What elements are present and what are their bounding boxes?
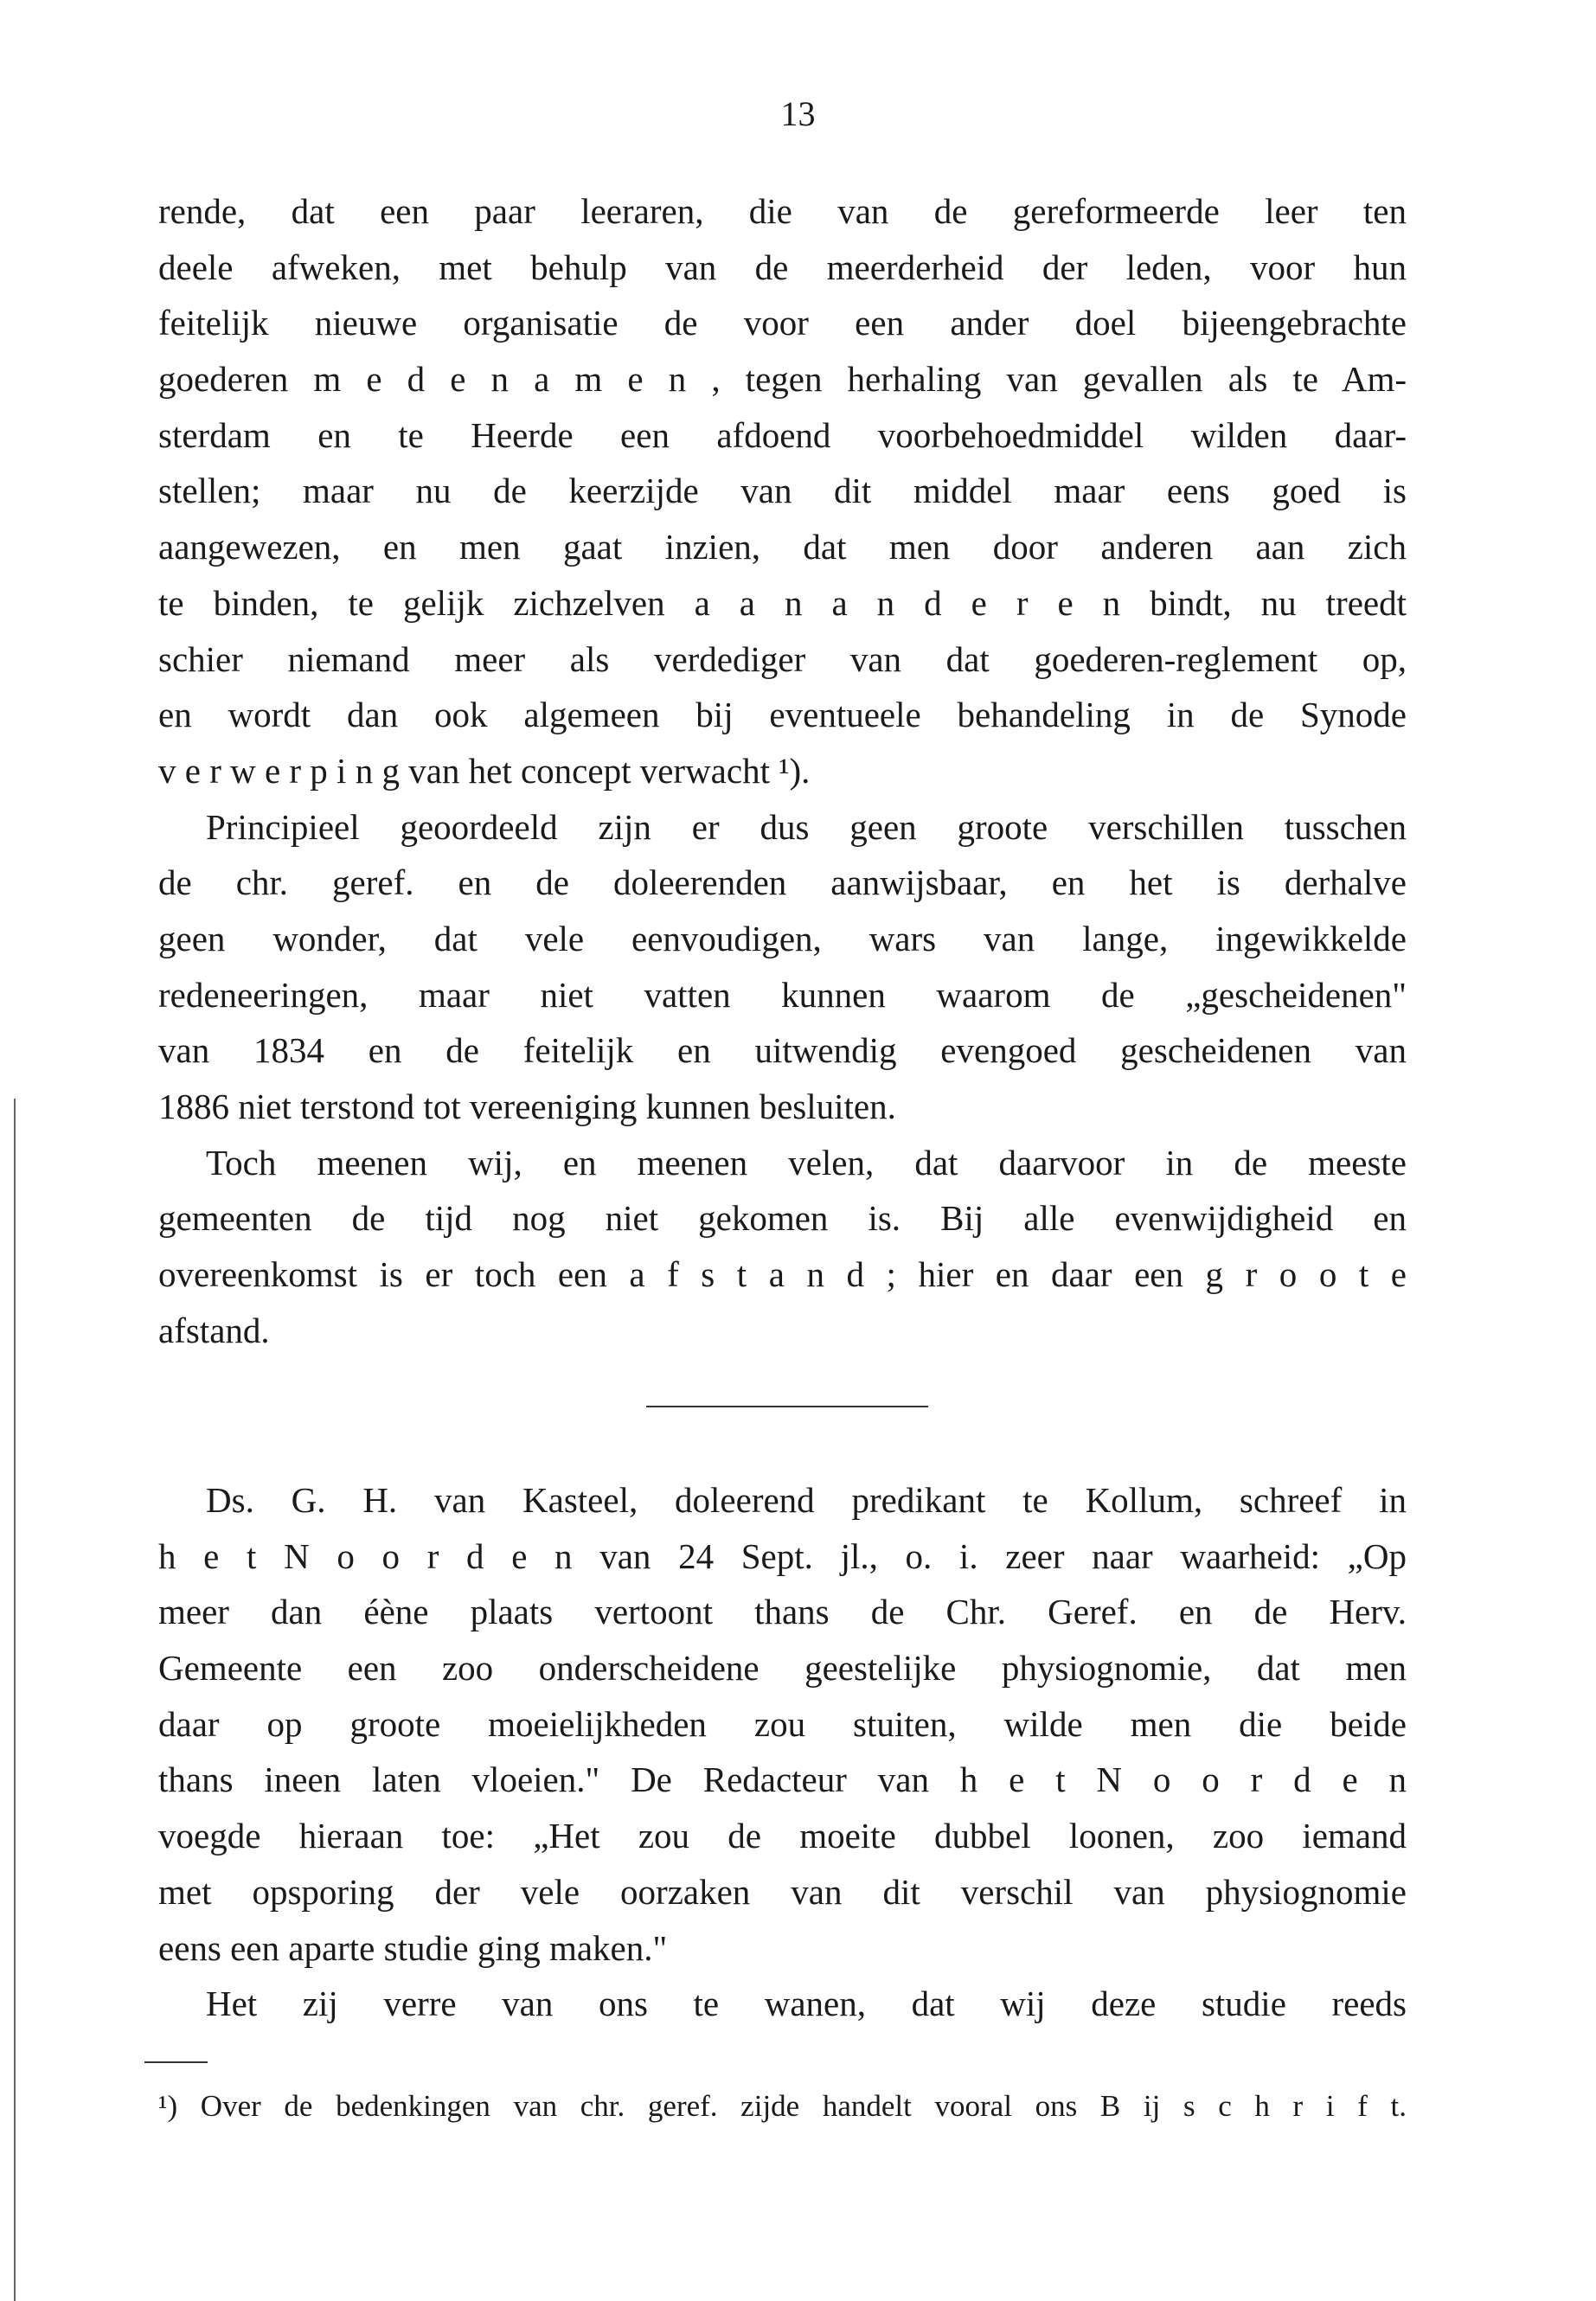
footnote-rule [144,2061,208,2063]
text-line: Toch meenen wij, en meenen velen, dat daarvoor in de meeste [206,1142,1407,1183]
text-line: v e r w e r p i n g van het concept verwacht ¹). [158,750,811,791]
body-text-section-2 [158,1472,1407,2032]
text-line: feitelijk nieuwe organisatie de voor een ander doel bijeengebrachte [158,303,1407,343]
text-line: schier niemand meer als verdediger van dat goederen-reglement op, [158,638,1407,679]
text-line: daar op groote moeielijkheden zou stuiten, wilde men die beide [158,1703,1407,1744]
text-line: goederen m e d e n a m e n , tegen herhaling van gevallen als te Am- [158,359,1407,400]
text-line: thans ineen laten vloeien." De Redacteur van h e t N o o r d e n [158,1759,1407,1800]
scan-artifact-line [14,1099,16,2301]
text-line: h e t N o o r d e n van 24 Sept. jl., o. i. zeer naar waarheid: „Op [158,1535,1407,1576]
text-line: meer dan éène plaats vertoont thans de Chr. Geref. en de Herv. [158,1592,1407,1632]
text-line: deele afweken, met behulp van de meerderheid der leden, voor hun [158,247,1407,287]
text-line: gemeenten de tijd nog niet gekomen is. Bij alle evenwijdigheid en [158,1198,1407,1239]
text-line: eens een aparte studie ging maken." [158,1927,668,1968]
text-line: overeenkomst is er toch een a f s t a n d ; hier en daar een g r o o t e [158,1254,1407,1295]
text-line: geen wonder, dat vele eenvoudigen, wars van lange, ingewikkelde [158,918,1407,958]
text-line: rende, dat een paar leeraren, die van de gereformeerde leer ten [158,191,1407,231]
text-line: aangewezen, en men gaat inzien, dat men door anderen aan zich [158,527,1407,567]
text-line: met opsporing der vele oorzaken van dit verschil van physiognomie [158,1871,1407,1912]
text-line: sterdam en te Heerde een afdoend voorbehoedmiddel wilden daar- [158,414,1407,455]
text-line: voegde hieraan toe: „Het zou de moeite dubbel loonen, zoo iemand [158,1816,1407,1856]
text-line: te binden, te gelijk zichzelven a a n a n d e r e n bindt, nu treedt [158,582,1407,623]
body-text-section-1 [158,183,1407,1358]
footnote: ¹) Over de bedenkingen van chr. geref. zijde handelt vooral ons B ij s c h r i f t. [158,2089,1407,2123]
text-line: afstand. [158,1310,270,1350]
text-line: Het zij verre van ons te wanen, dat wij deze studie reeds [206,1984,1407,2024]
section-divider [646,1406,928,1407]
text-line: van 1834 en de feitelijk en uitwendig evengoed gescheidenen van [158,1030,1407,1071]
page-number: 13 [780,94,816,133]
text-line: 1886 niet terstond tot vereeniging kunnen besluiten. [158,1086,896,1126]
text-line: Ds. G. H. van Kasteel, doleerend predikant te Kollum, schreef in [206,1480,1407,1520]
text-line: de chr. geref. en de doleerenden aanwijsbaar, en het is derhalve [158,862,1407,903]
text-line: redeneeringen, maar niet vatten kunnen waarom de „gescheidenen" [158,974,1407,1015]
text-line: Principieel geoordeeld zijn er dus geen groote verschillen tusschen [206,806,1407,847]
text-line: stellen; maar nu de keerzijde van dit middel maar eens goed is [158,471,1407,511]
text-line: Gemeente een zoo onderscheidene geestelijke physiognomie, dat men [158,1648,1407,1689]
text-line: en wordt dan ook algemeen bij eventueele behandeling in de Synode [158,695,1407,735]
